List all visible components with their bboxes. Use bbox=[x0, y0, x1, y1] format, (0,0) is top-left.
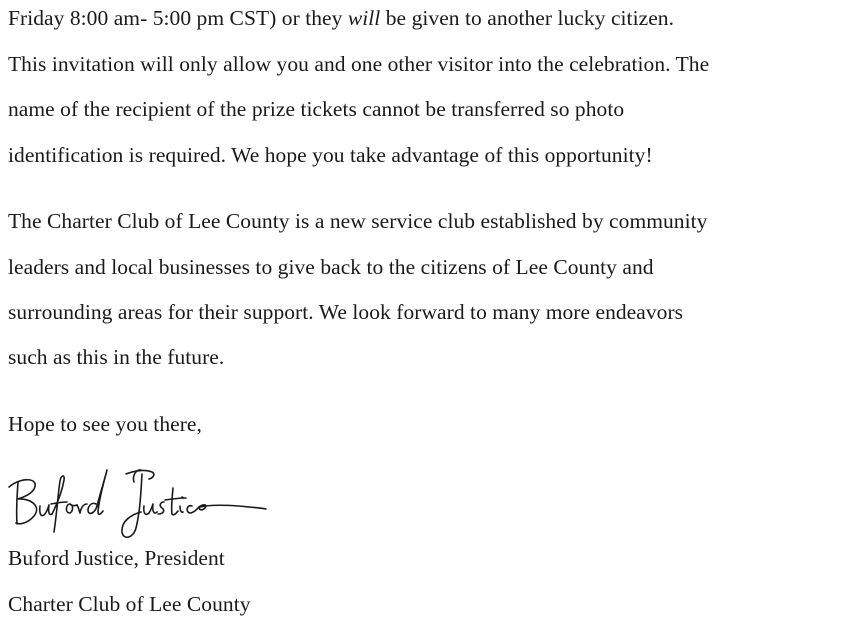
handwritten-signature bbox=[4, 462, 274, 544]
paragraph-1-line-4: identification is required. We hope you take advantage of this opportunity! bbox=[8, 143, 653, 167]
paragraph-1-line-1-start: Friday 8:00 am- 5:00 pm CST) or they bbox=[8, 6, 348, 30]
emphasized-word: will bbox=[347, 6, 381, 30]
paragraph-1-line-1-end: be given to another lucky citizen. bbox=[380, 6, 675, 30]
paragraph-1-line-1 bbox=[8, 5, 674, 31]
signer-name-title: Buford Justice, President bbox=[8, 546, 225, 570]
paragraph-2-line-1: The Charter Club of Lee County is a new service club established by community bbox=[8, 209, 708, 233]
paragraph-1-line-2: This invitation will only allow you and one other visitor into the celebration. The bbox=[8, 52, 710, 76]
paragraph-1-line-3: name of the recipient of the prize tickets cannot be transferred so photo bbox=[8, 97, 625, 121]
paragraph-2-line-3: surrounding areas for their support. We look forward to many more endeavors bbox=[8, 300, 684, 324]
closing-line: Hope to see you there, bbox=[8, 412, 202, 436]
paragraph-2-line-4: such as this in the future. bbox=[8, 345, 225, 369]
paragraph-2-line-2: leaders and local businesses to give back to the citizens of Lee County and bbox=[8, 255, 654, 279]
signer-organization: Charter Club of Lee County bbox=[8, 592, 251, 616]
